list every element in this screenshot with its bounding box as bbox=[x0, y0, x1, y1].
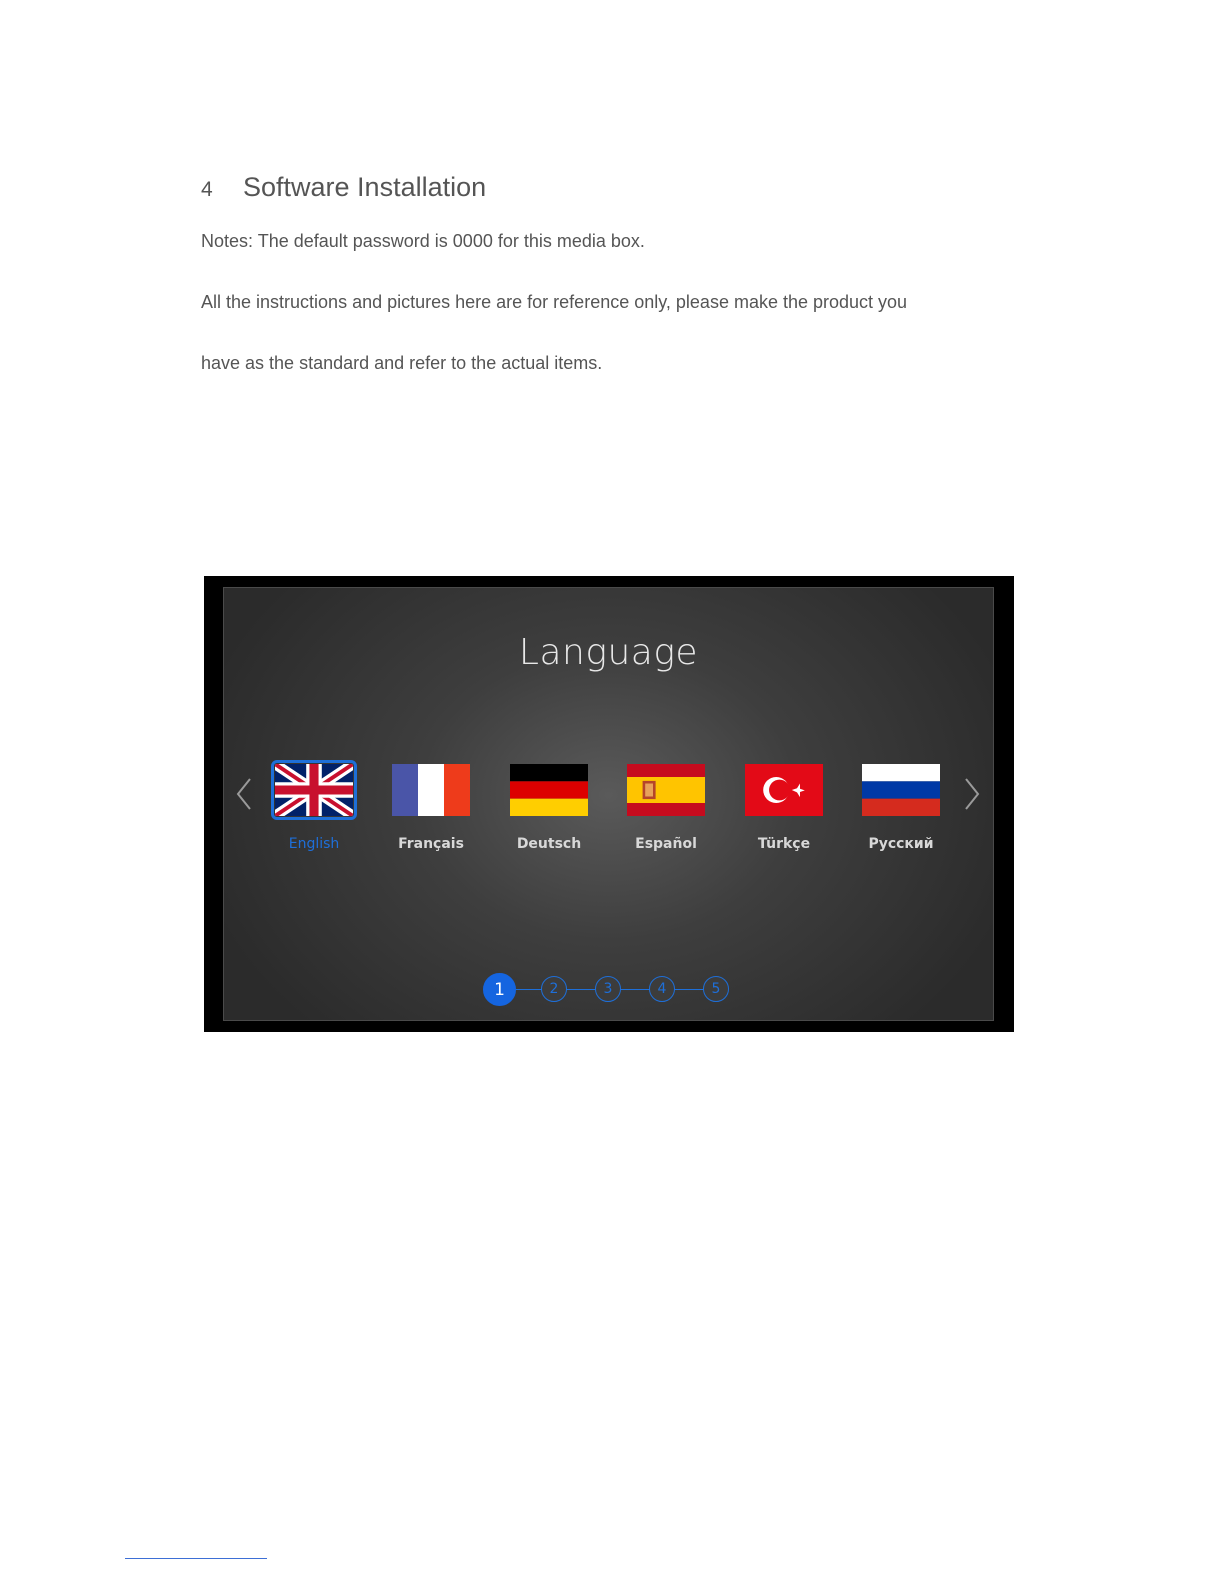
previous-arrow-icon[interactable] bbox=[232, 774, 256, 814]
language-label: Türkçe bbox=[757, 836, 811, 852]
section-number: 4 bbox=[201, 178, 213, 201]
language-label: English bbox=[288, 836, 340, 852]
instructions-line-2: have as the standard and refer to the actual items. bbox=[201, 353, 603, 373]
step-3: 3 bbox=[595, 976, 621, 1002]
notes-paragraph: Notes: The default password is 0000 for this media box. bbox=[201, 231, 645, 251]
tv-screen bbox=[223, 587, 994, 1021]
language-option-deutsch[interactable] bbox=[509, 764, 589, 852]
language-screen-title: Language bbox=[518, 632, 699, 673]
step-2: 2 bbox=[541, 976, 567, 1002]
section-heading bbox=[201, 172, 486, 203]
france-flag-icon bbox=[392, 764, 470, 816]
step-4: 4 bbox=[649, 976, 675, 1002]
language-label: Deutsch bbox=[516, 836, 582, 852]
instructions-line-1: All the instructions and pictures here are for reference only, please make the product you bbox=[201, 292, 908, 312]
language-label: Español bbox=[635, 836, 697, 852]
step-5: 5 bbox=[703, 976, 729, 1002]
uk-flag-icon bbox=[275, 764, 353, 816]
language-setup-screenshot bbox=[204, 576, 1014, 1032]
section-title: Software Installation bbox=[243, 172, 487, 202]
russia-flag-icon bbox=[862, 764, 940, 816]
language-option-english[interactable] bbox=[274, 764, 354, 852]
footnote-separator bbox=[125, 1558, 267, 1559]
setup-step-indicator bbox=[483, 973, 743, 1007]
step-1: 1 bbox=[483, 973, 516, 1006]
language-option-russkiy[interactable] bbox=[861, 764, 941, 852]
language-label: Français bbox=[398, 836, 464, 852]
language-label: Русский bbox=[868, 836, 934, 852]
language-option-francais[interactable] bbox=[391, 764, 471, 852]
language-option-turkce[interactable] bbox=[744, 764, 824, 852]
turkey-flag-icon bbox=[745, 764, 823, 816]
next-arrow-icon[interactable] bbox=[960, 774, 984, 814]
germany-flag-icon bbox=[510, 764, 588, 816]
language-option-espanol[interactable] bbox=[626, 764, 706, 852]
spain-flag-icon bbox=[627, 764, 705, 816]
